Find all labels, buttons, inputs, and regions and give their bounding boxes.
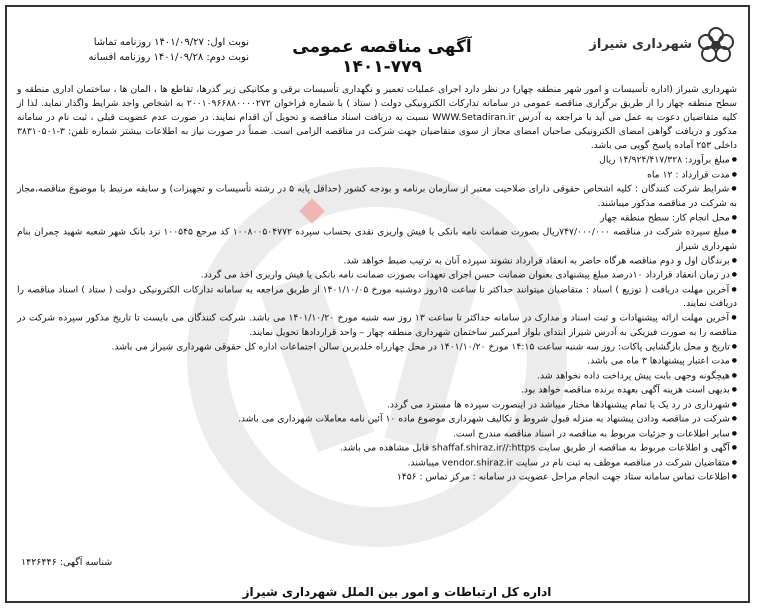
intro-paragraph: شهرداری شیراز (اداره تأسیسات و امور شهر منطقه چهار) در نظر دارد اجرای عملیات تعمیر و نگهداری تأسیسات برقی و مکانیکی زیر گذرها، تقاطع ها ، المان ها ، ساختمان اداری منطقه و سطح منطقه چهار را از طریق برگزاری مناقصه عمومی در سامانه تدارکات الکترونیکی دولت ( ستاد ) با شماره فراخوان ۲۰۰۱۰۹۶۶۸۸۰۰۰۰۲۷۲ به اشخاص واجد شرایط واگذار نماید. لذا از کلیه متقاضیان دعوت به عمل می آید با مراجعه به آدرس WWW.Setadiran.ir نسبت به دریافت اسناد مناقصه و تحویل آن اقدام نمایند. در صورت عدم عضویت قبلی ، ثبت نام در سامانه مذکور و دریافت گواهی امضای الکترونیکی صاحبان امضای مجاز از سوی متقاضیان جهت شرکت در مناقصه الزامی است. ضمناً در صورت نیاز به اطلاعات بیشتر شماره تلفن: ۳-۳۸۳۱۰۵۰۱ داخلی ۲۵۳ آماده پاسخ گویی می باشد. (17, 84, 737, 151)
list-item: ● بدیهی است هزینه آگهی بعهده برنده مناقصه خواهد بود. (17, 383, 737, 398)
list-item: ● اطلاعات تماس سامانه ستاد جهت انجام مراحل عضویت در سامانه : مرکز تماس : ۱۴۵۶ (17, 470, 737, 485)
notice-title: آگهی مناقصه عمومی ۷۷۹-۱۴۰۱ (292, 37, 472, 77)
list-item: ● شهرداری در رد یک یا تمام پیشنهادها مختار میباشد در اینصورت سپرده ها مسترد می گردد. (17, 398, 737, 413)
publication-first: نوبت اول: ۱۴۰۱/۰۹/۲۷ روزنامه تماشا (93, 37, 249, 48)
list-item: ● در زمان انعقاد قرارداد ۱۰درصد مبلغ پیشنهادی بعنوان ضمانت حسن اجرای تعهدات بصورت ضمانت نامه بانکی یا فیش واریزی اخذ می گردد. (17, 268, 737, 283)
list-item: ● مبلغ برآورد: ۱۴/۹۲۴/۴۱۷/۳۲۸ ریال (17, 153, 737, 168)
notice-body (17, 83, 737, 485)
list-item: ● شرایط شرکت کنندگان : کلیه اشخاص حقوقی دارای صلاحیت معتبر از سازمان برنامه و بودجه کشور (حداقل پایه ۵ در رشته تأسیسات و تجهیزات) و سابقه مرتبط با موضوع مناقصه،مجاز به شرکت در مناقصه مذکور میباشند. (17, 182, 737, 211)
logo-label: شهرداری شیراز (589, 37, 692, 52)
list-item: ● تاریخ و محل بازگشایی پاکات: روز سه شنبه ساعت ۱۴:۱۵ مورخ ۱۴۰۱/۱۰/۲۰ در محل چهارراه خلدبرین سالن اجتماعات اداره کل حقوقی شهرداری شیراز می باشد. (17, 340, 737, 355)
publication-dates (23, 35, 249, 65)
flower-emblem-icon (696, 25, 736, 65)
ad-id: شناسه آگهی: ۱۴۲۶۴۴۶ (21, 557, 113, 568)
issuing-org: اداره کل ارتباطات و امور بین الملل شهرداری شیراز (242, 585, 552, 599)
notice-header (7, 7, 748, 81)
list-item: ● آخرین مهلت دریافت ( توزیع ) اسناد : متقاضیان میتوانند حداکثر تا ساعت ۱۵روز دوشنبه مورخ ۱۴۰۱/۱۰/۰۵ از طریق مراجعه به سامانه تدارکات الکترونیکی دولت ( ستاد ) اسناد مناقصه را دریافت نمایند. (17, 283, 737, 312)
list-item: ● مدت اعتبار پیشنهادها ۳ ماه می باشد. (17, 354, 737, 369)
list-item: ● آگهی و اطلاعات مربوط به مناقصه از طریق سایت shaffaf.shiraz.ir//:https قابل مشاهده می باشد. (17, 441, 737, 456)
list-item: ● مبلغ سپرده شرکت در مناقصه ۷۴۷/۰۰۰/۰۰۰ریال بصورت ضمانت نامه بانکی یا فیش واریزی نقدی بحساب سپرده ۱۰۰۸۰۰۵۰۴۷۷۲ کد مرجع ۱۰۰۵۴۵ نزد بانک شهر شعبه شهید چمران بنام شهرداری شیراز (17, 225, 737, 254)
list-item: ● هیچگونه وجهی بابت پیش پرداخت داده نخواهد شد. (17, 369, 737, 384)
list-item: ● شرکت در مناقصه ودادن پیشنهاد به منزله قبول شروط و تکالیف شهرداری موضوع ماده ۱۰ آئین نامه معاملات شهرداری می باشد. (17, 412, 737, 427)
publication-second: نوبت دوم: ۱۴۰۱/۰۹/۲۸ روزنامه افسانه (88, 52, 249, 63)
list-item: ● آخرین مهلت ارائه پیشنهادات و ثبت اسناد و مدارک در سامانه حداکثر تا ساعت ۱۳ روز سه شنبه مورخ ۱۴۰۱/۱۰/۲۰ می باشد. شرکت کنندگان می بایست تا تاریخ مذکور سپرده شرکت در مناقصه را به صورت فیزیکی به آدرس شیراز ابتدای بلوار امیرکبیر ساختمان شهرداری منطقه چهار – واحد قراردادها تحویل نمایند. (17, 311, 737, 340)
notice-frame (5, 5, 750, 603)
list-item: ● سایر اطلاعات و جزئیات مربوط به مناقصه در اسناد مناقصه مندرج است. (17, 427, 737, 442)
list-item: ● محل انجام کار: سطح منطقه چهار (17, 211, 737, 226)
list-item: ● مدت قرارداد : ۱۲ ماه (17, 168, 737, 183)
list-item: ● برندگان اول و دوم مناقصه هرگاه حاضر به انعقاد قرارداد نشوند سپرده آنان به ترتیب ضبط خواهد شد. (17, 254, 737, 269)
list-item: ● متقاضیان شرکت در مناقصه موظف به ثبت نام در سایت vendor.shiraz.ir میباشند. (17, 456, 737, 471)
municipality-logo (589, 25, 736, 65)
